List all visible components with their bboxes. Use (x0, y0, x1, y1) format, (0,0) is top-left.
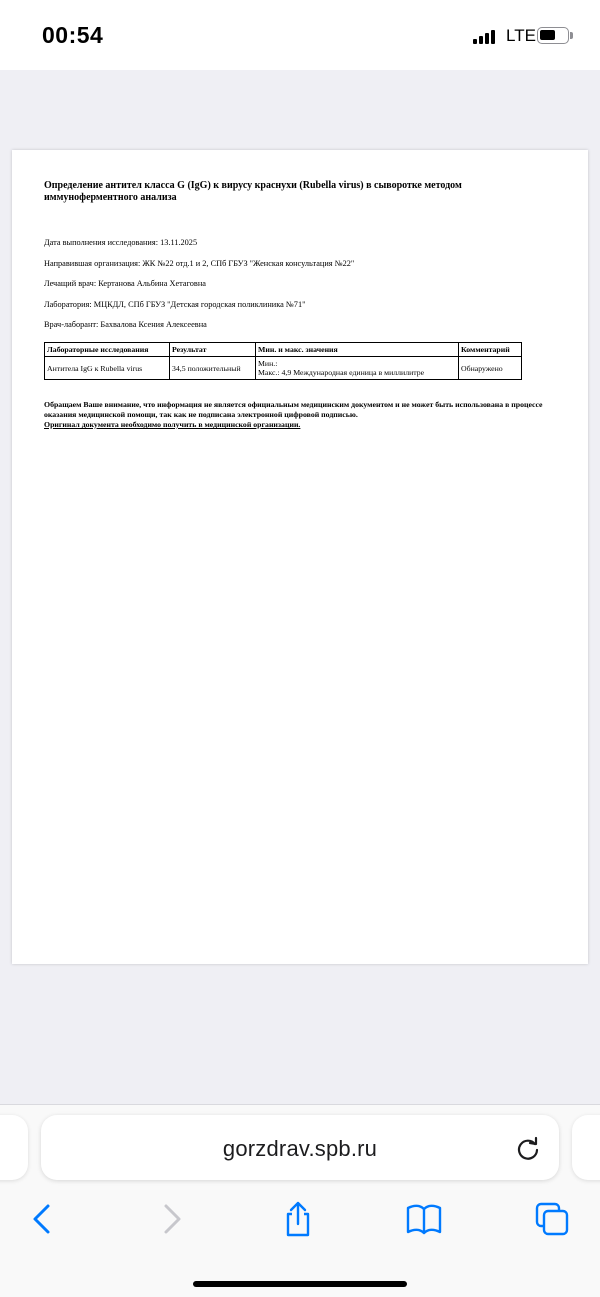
reload-icon[interactable] (513, 1133, 543, 1163)
cell-comment: Обнаружено (459, 357, 522, 380)
browser-toolbar (0, 1104, 600, 1297)
header-test: Лабораторные исследования (45, 343, 170, 357)
bookmarks-icon[interactable] (404, 1199, 444, 1239)
status-time: 00:54 (42, 22, 104, 48)
table-header-row (45, 343, 522, 357)
cell-range (256, 357, 459, 380)
next-tab-edge[interactable] (572, 1115, 600, 1180)
document-content (44, 180, 564, 430)
network-type: LTE (506, 26, 536, 45)
notice-underlined: Оригинал документа необходимо получить в медицинской организации. (44, 420, 301, 429)
meta-doctor: Лечащий врач: Кертанова Альбина Хетаговна (44, 279, 206, 288)
url-text[interactable]: gorzdrav.spb.ru (222, 1136, 378, 1161)
cell-result: 34,5 положительный (170, 357, 256, 380)
notice-text: Обращаем Ваше внимание, что информация не является официальным медицинским документом и не может быть использована в процессе оказания медицинской помощи, так как не подписана электронной цифровой подписью. (44, 400, 543, 419)
previous-tab-edge[interactable] (0, 1115, 28, 1180)
battery-tip (570, 32, 573, 39)
home-indicator[interactable] (193, 1281, 407, 1287)
share-icon[interactable] (278, 1199, 318, 1239)
document-meta (44, 238, 564, 330)
status-bar (0, 0, 600, 70)
range-min: Мин.: (258, 359, 278, 368)
cell-test: Антитела IgG к Rubella virus (45, 357, 170, 380)
document-page (12, 150, 588, 964)
forward-icon[interactable] (152, 1199, 192, 1239)
meta-date: Дата выполнения исследования: 13.11.2025 (44, 238, 198, 247)
disclaimer-notice (44, 400, 544, 430)
header-range: Мин. и макс. значения (256, 343, 459, 357)
document-title: Определение антител класса G (IgG) к вирусу краснухи (Rubella virus) в сыворотке методом иммуноферментного анализа (44, 180, 462, 203)
back-icon[interactable] (22, 1199, 62, 1239)
tabs-icon[interactable] (532, 1199, 572, 1239)
meta-lab-doctor: Врач-лаборант: Бахвалова Ксения Алексеевна (44, 320, 207, 329)
header-comment: Комментарий (459, 343, 522, 357)
range-max: Макс.: 4,9 Международная единица в миллилитре (258, 368, 425, 377)
signal-icon (473, 30, 495, 44)
results-table (44, 342, 522, 380)
document-viewer[interactable] (0, 70, 600, 1104)
battery-icon (537, 27, 569, 44)
header-result: Результат (170, 343, 256, 357)
meta-organization: Направившая организация: ЖК №22 отд.1 и 2, СПб ГБУЗ "Женская консультация №22" (44, 258, 355, 268)
table-row (45, 357, 522, 380)
address-bar[interactable] (41, 1115, 559, 1180)
meta-laboratory: Лаборатория: МЦКДЛ, СПб ГБУЗ "Детская городская поликлиника №71" (44, 299, 306, 309)
